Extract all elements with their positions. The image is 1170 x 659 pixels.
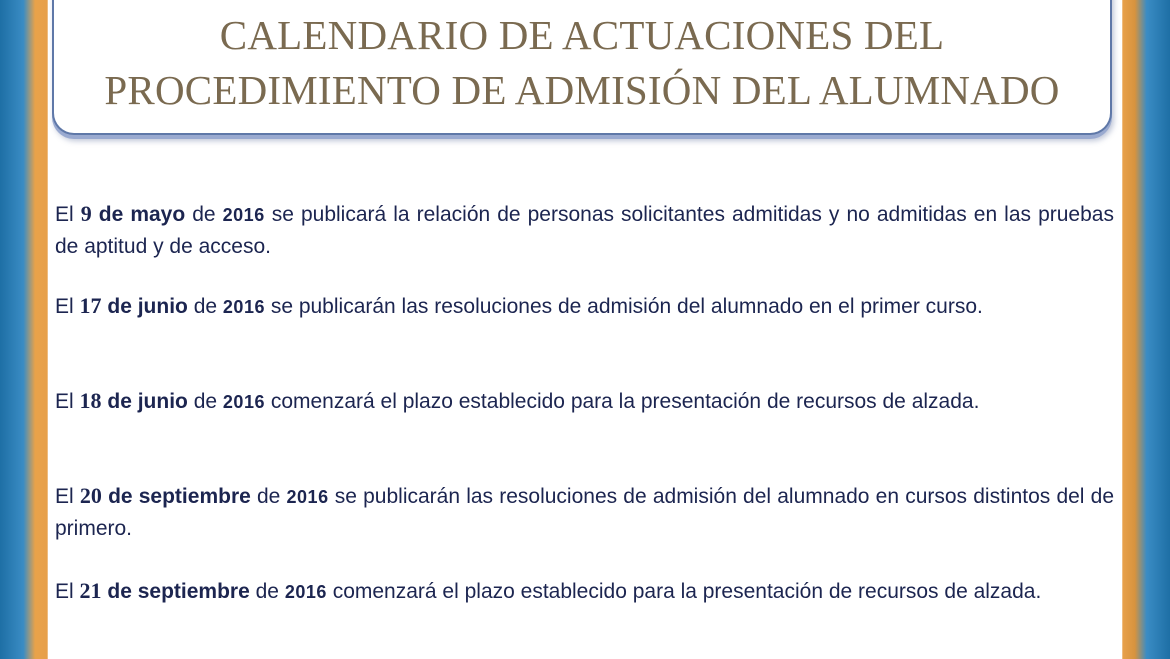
entry-year: 2016 xyxy=(222,297,265,317)
calendar-entry-1 xyxy=(55,198,1114,263)
entry-day: 20 xyxy=(79,483,102,508)
entry-text: comenzará el plazo establecido para la presentación de recursos de alzada. xyxy=(270,390,980,413)
entry-year: 2016 xyxy=(284,582,327,602)
entry-day: 18 xyxy=(79,388,102,413)
entry-day: 17 xyxy=(79,293,102,318)
entry-month: de septiembre xyxy=(107,580,250,603)
calendar-entry-4 xyxy=(55,480,1114,545)
entry-prefix: El xyxy=(55,203,74,226)
calendar-entry-3 xyxy=(55,385,1114,418)
entry-month: de septiembre xyxy=(108,485,251,508)
entry-mid: de xyxy=(255,580,279,603)
entry-mid: de xyxy=(192,203,216,226)
entry-year: 2016 xyxy=(286,487,329,507)
title-line-1: CALENDARIO DE ACTUACIONES DEL xyxy=(219,12,945,58)
entry-text: se publicarán las resoluciones de admisión del alumnado en el primer curso. xyxy=(270,295,983,318)
calendar-entry-5 xyxy=(55,575,1114,608)
title-banner xyxy=(52,0,1112,135)
entry-mid: de xyxy=(193,390,218,413)
document-page xyxy=(48,0,1122,659)
entry-text: se publicarán las resoluciones de admisión del alumnado en cursos distintos del de primero. xyxy=(55,485,1115,540)
entry-month: de junio xyxy=(107,390,188,413)
entry-mid: de xyxy=(193,295,218,318)
entry-prefix: El xyxy=(55,580,74,603)
entry-month: de mayo xyxy=(98,203,186,226)
entry-day: 9 xyxy=(80,201,92,226)
entry-mid: de xyxy=(256,485,281,508)
entry-prefix: El xyxy=(55,295,74,318)
calendar-entry-2 xyxy=(55,290,1114,323)
entry-prefix: El xyxy=(55,390,74,413)
entry-text: comenzará el plazo establecido para la presentación de recursos de alzada. xyxy=(332,580,1042,603)
entry-month: de junio xyxy=(107,295,188,318)
title-line-2: PROCEDIMIENTO DE ADMISIÓN DEL ALUMNADO xyxy=(104,67,1060,113)
entry-text: se publicará la relación de personas solicitantes admitidas y no admitidas en las pruebas de aptitud y de acceso. xyxy=(55,203,1114,258)
entry-day: 21 xyxy=(79,578,102,603)
entry-year: 2016 xyxy=(222,392,265,412)
entry-year: 2016 xyxy=(222,205,265,225)
entry-prefix: El xyxy=(55,485,74,508)
